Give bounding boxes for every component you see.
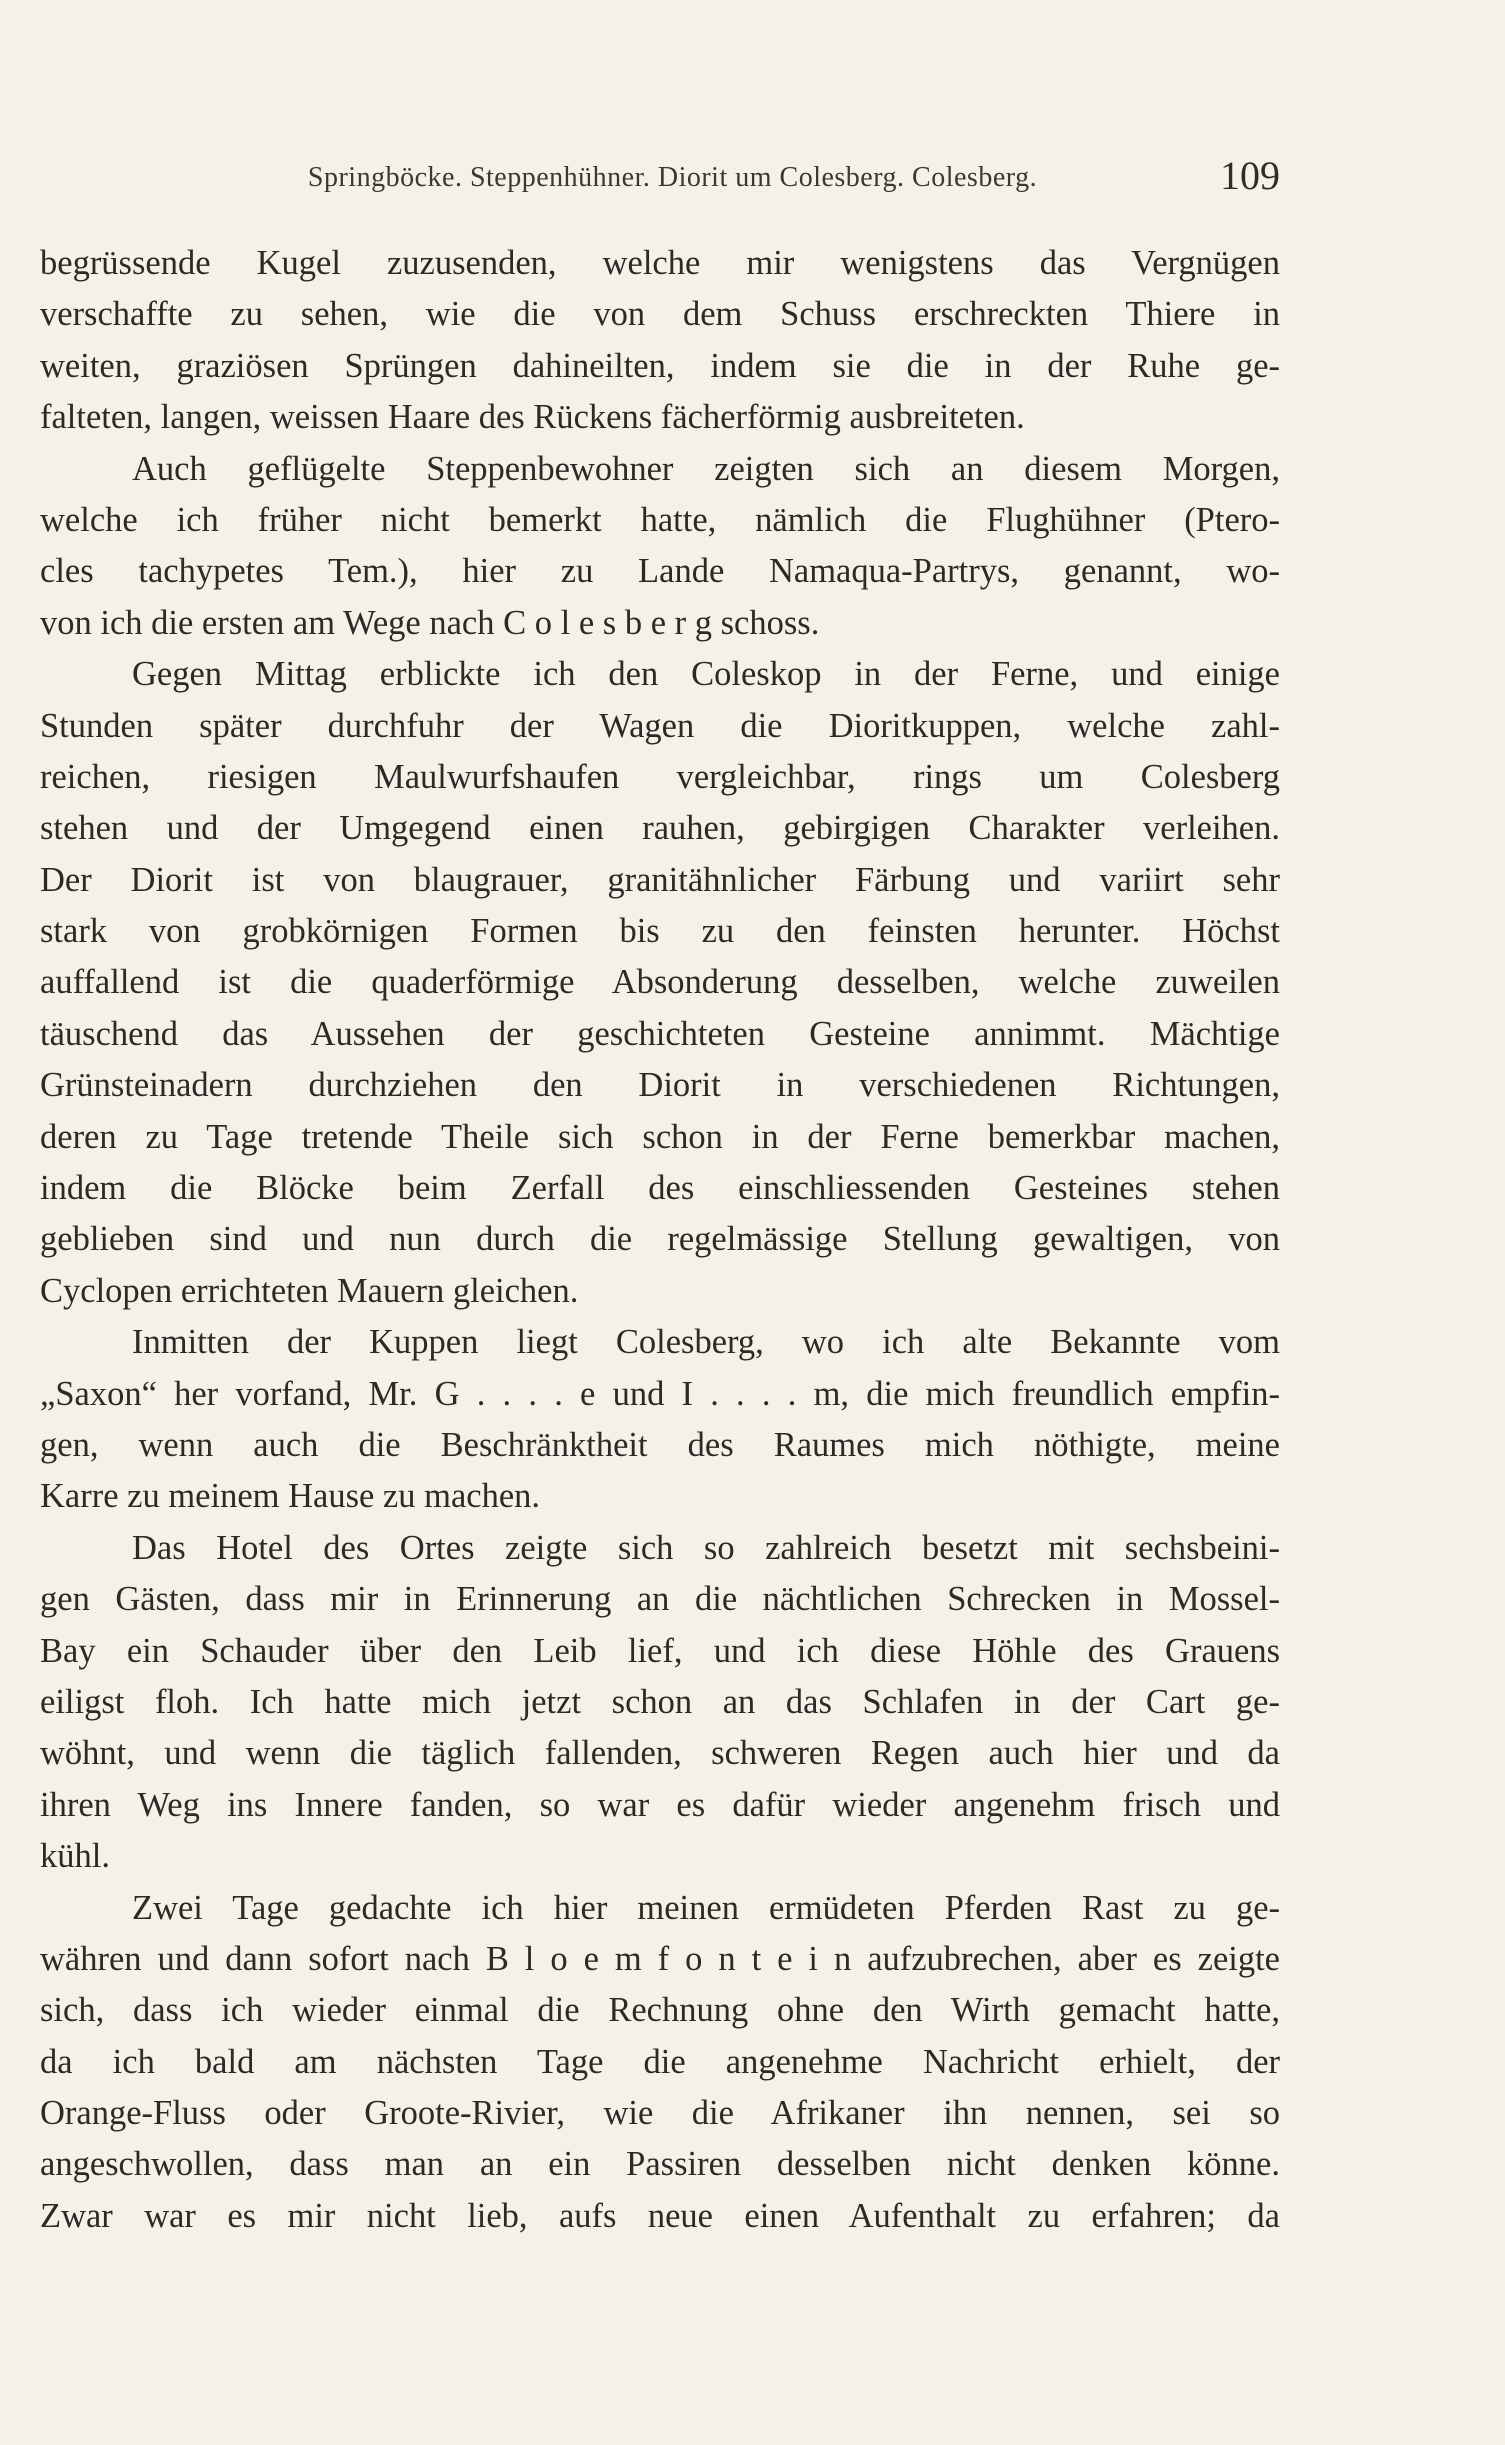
text-line: Stunden später durchfuhr der Wagen die Dioritkuppen, welche zahl- — [40, 706, 1280, 745]
text-line: Das Hotel des Ortes zeigte sich so zahlreich besetzt mit sechsbeini- — [132, 1528, 1280, 1567]
text-line: angeschwollen, dass man an ein Passiren desselben nicht denken könne. — [40, 2145, 1280, 2184]
text-line: verschaffte zu sehen, wie die von dem Schuss erschreckten Thiere in — [40, 295, 1280, 334]
text-line: „Saxon“ her vorfand, Mr. G . . . . e und I . . . . m, die mich freundlich empfin- — [40, 1374, 1280, 1413]
text-line: stehen und der Umgegend einen rauhen, gebirgigen Charakter verleihen. — [40, 809, 1280, 848]
text-line: gen Gästen, dass mir in Erinnerung an die nächtlichen Schrecken in Mossel- — [40, 1580, 1280, 1619]
text-line: weiten, graziösen Sprüngen dahineilten, indem sie die in der Ruhe ge- — [40, 346, 1280, 385]
text-line: stark von grobkörnigen Formen bis zu den feinsten herunter. Höchst — [40, 912, 1280, 951]
text-line: Zwar war es mir nicht lieb, aufs neue einen Aufenthalt zu erfahren; da — [40, 2196, 1280, 2235]
text-line: Gegen Mittag erblickte ich den Coleskop in der Ferne, und einige — [132, 655, 1280, 694]
text-line: ihren Weg ins Innere fanden, so war es dafür wieder angenehm frisch und — [40, 1785, 1280, 1824]
text-line: geblieben sind und nun durch die regelmässige Stellung gewaltigen, von — [40, 1220, 1280, 1259]
text-line: Karre zu meinem Hause zu machen. — [40, 1477, 541, 1516]
text-line: Der Diorit ist von blaugrauer, granitähnlicher Färbung und variirt sehr — [40, 860, 1280, 899]
text-line: indem die Blöcke beim Zerfall des einschliessenden Gesteines stehen — [40, 1169, 1280, 1208]
running-title: Springböcke. Steppenhühner. Diorit um Colesberg. Colesberg. — [307, 162, 1038, 193]
text-line: sich, dass ich wieder einmal die Rechnung ohne den Wirth gemacht hatte, — [40, 1991, 1280, 2030]
text-line: Inmitten der Kuppen liegt Colesberg, wo ich alte Bekannte vom — [132, 1323, 1280, 1362]
text-line: Bay ein Schauder über den Leib lief, und ich diese Höhle des Grauens — [40, 1631, 1280, 1670]
text-line: kühl. — [40, 1837, 110, 1876]
text-line: wöhnt, und wenn die täglich fallenden, schweren Regen auch hier und da — [40, 1734, 1280, 1773]
text-line: Orange-Fluss oder Groote-Rivier, wie die Afrikaner ihn nennen, sei so — [40, 2094, 1280, 2133]
text-line: eiligst floh. Ich hatte mich jetzt schon an das Schlafen in der Cart ge- — [40, 1682, 1280, 1721]
text-line: falteten, langen, weissen Haare des Rückens fächerförmig ausbreiteten. — [40, 398, 1025, 437]
text-line: Zwei Tage gedachte ich hier meinen ermüdeten Pferden Rast zu ge- — [132, 1888, 1280, 1927]
text-line: welche ich früher nicht bemerkt hatte, nämlich die Flughühner (Ptero- — [40, 500, 1280, 539]
text-line: Grünsteinadern durchziehen den Diorit in verschiedenen Richtungen, — [40, 1066, 1280, 1105]
text-line: Cyclopen errichteten Mauern gleichen. — [40, 1271, 579, 1310]
body-text — [40, 238, 1280, 2242]
text-line: Auch geflügelte Steppenbewohner zeigten sich an diesem Morgen, — [132, 449, 1280, 488]
text-line: reichen, riesigen Maulwurfshaufen vergleichbar, rings um Colesberg — [40, 757, 1280, 796]
text-line: gen, wenn auch die Beschränktheit des Raumes mich nöthigte, meine — [40, 1425, 1280, 1464]
running-head — [205, 152, 1280, 212]
text-line: deren zu Tage tretende Theile sich schon in der Ferne bemerkbar machen, — [40, 1117, 1280, 1156]
text-line: begrüssende Kugel zuzusenden, welche mir wenigstens das Vergnügen — [40, 244, 1280, 282]
text-line: währen und dann sofort nach B l o e m f o n t e i n aufzubrechen, aber es zeigte — [40, 1939, 1280, 1978]
text-line: cles tachypetes Tem.), hier zu Lande Namaqua-Partrys, genannt, wo- — [40, 552, 1280, 591]
text-line: auffallend ist die quaderförmige Absonderung desselben, welche zuweilen — [40, 963, 1280, 1002]
text-line: da ich bald am nächsten Tage die angenehme Nachricht erhielt, der — [40, 2042, 1280, 2081]
text-line: täuschend das Aussehen der geschichteten Gesteine annimmt. Mächtige — [40, 1014, 1280, 1053]
text-line: von ich die ersten am Wege nach C o l e s b e r g schoss. — [40, 603, 820, 642]
page-number: 109 — [1220, 153, 1280, 198]
